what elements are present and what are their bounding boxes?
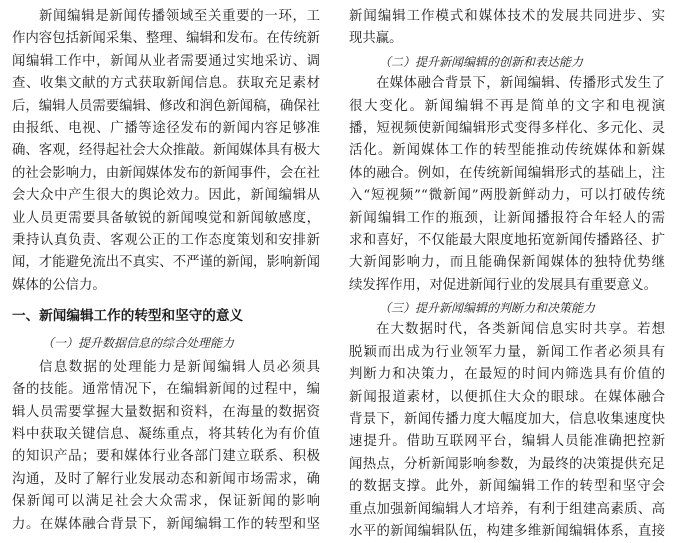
text-line: 查、收集文献的方式获取新闻信息。获取充足素材 <box>12 76 320 92</box>
text-line: 大新闻影响力，而且能确保新闻媒体的独特优势继 <box>349 255 665 271</box>
text-line: 力。在媒体融合背景下，新闻编辑工作的转型和坚 <box>12 516 320 532</box>
text-line: 新闻编辑工作的瓶颈，让新闻播报符合年轻人的需 <box>349 210 665 226</box>
text-line: 信息数据的处理能力是新闻编辑人员必须具 <box>39 359 320 375</box>
text-line: 闻热点，分析新闻影响参数，为最终的决策提供充足 <box>349 456 665 472</box>
text-line: 由报纸、电视、广播等途径发布的新闻内容足够准 <box>12 120 320 136</box>
left-column <box>12 6 320 536</box>
text-line: 辑人员需要掌握大量数据和资料，在海量的数据资 <box>12 404 320 420</box>
text-line: 重点加强新闻编辑人才培养，有利于组建高素质、高 <box>349 501 665 517</box>
right-column <box>349 6 665 543</box>
text-line: 入“短视频”“微新闻”两股新鲜动力，可以打破传统 <box>349 188 665 204</box>
subsection-heading: （二）提升新闻编辑的创新和表达能力 <box>379 54 584 69</box>
text-line: 的知识产品；要和媒体行业各部门建立联系、积极 <box>12 449 320 465</box>
text-line: 媒体的公信力。 <box>12 277 106 293</box>
text-line: 现共赢。 <box>349 31 403 47</box>
text-line: 活化。新闻媒体工作的转型能推动传统媒体和新媒 <box>349 143 665 159</box>
innovation-paragraph <box>349 73 665 297</box>
text-line: 续发挥作用，对促进新闻行业的发展具有重要意义。 <box>349 277 657 293</box>
subsection-heading: （一）提升数据信息的综合处理能力 <box>42 336 235 351</box>
text-line: 播，短视频使新闻编辑形式变得多样化、多元化、灵 <box>349 120 665 136</box>
text-line: 业人员更需要具备敏锐的新闻嗅觉和新闻敏感度， <box>12 210 320 226</box>
text-line: 求和喜好，不仅能最大限度地拓宽新闻传播路径、扩 <box>349 232 665 248</box>
text-line: 的社会影响力，由新闻媒体发布的新闻事件，会在社 <box>12 165 320 181</box>
text-line: 新闻编辑是新闻传播领域至关重要的一环，工 <box>39 9 320 24</box>
section-heading: 一、新闻编辑工作的转型和坚守的意义 <box>12 308 244 325</box>
text-line: 秉持认真负责、客观公正的工作态度策划和安排新 <box>12 232 320 248</box>
text-line: 很大变化。新闻编辑不再是简单的文字和电视演 <box>349 98 665 114</box>
text-line: 的数据支撑。此外，新闻编辑工作的转型和坚守会 <box>349 479 665 495</box>
text-line: 判断力和决策力，在最短的时间内筛选具有价值的 <box>349 367 665 383</box>
text-line: 新闻编辑工作模式和媒体技术的发展共同进步、实 <box>349 9 665 24</box>
text-line: 速提升。借助互联网平台，编辑人员能准确把控新 <box>349 434 665 450</box>
text-line: 确、客观，经得起社会大众推敲。新闻媒体具有极大 <box>12 143 320 159</box>
continued-paragraph <box>349 6 665 51</box>
text-line: 在媒体融合背景下，新闻编辑、传播形式发生了 <box>376 76 665 92</box>
text-line: 在大数据时代，各类新闻信息实时共享。若想 <box>376 322 665 338</box>
intro-paragraph <box>12 6 320 297</box>
judgment-paragraph <box>349 319 665 543</box>
text-line: 保新闻可以满足社会大众需求，保证新闻的影响 <box>12 494 320 510</box>
text-line: 沟通，及时了解行业发展动态和新闻市场需求，确 <box>12 471 320 487</box>
text-line: 闻编辑工作中，新闻从业者需要通过实地采访、调 <box>12 53 320 69</box>
text-line: 脱颖而出成为行业领军力量，新闻工作者必须具有 <box>349 344 665 360</box>
subsection-heading: （三）提升新闻编辑的判断力和决策能力 <box>379 301 596 316</box>
text-line: 后，编辑人员需要编辑、修改和润色新闻稿，确保社 <box>12 98 320 114</box>
text-line: 新闻报道素材，以便抓住大众的眼球。在媒体融合 <box>349 389 665 405</box>
text-line: 闻，才能避免流出不真实、不严谨的新闻，影响新闻 <box>12 255 320 271</box>
text-line: 备的技能。通常情况下，在编辑新闻的过程中，编 <box>12 382 320 398</box>
text-line: 背景下，新闻传播力度大幅度加大，信息收集速度快 <box>349 412 665 428</box>
data-processing-paragraph <box>12 357 320 536</box>
text-line: 水平的新闻编辑队伍，构建多维新闻编辑体系，直接 <box>349 523 665 539</box>
text-line: 料中获取关键信息、凝练重点，将其转化为有价值 <box>12 427 320 443</box>
text-line: 作内容包括新闻采集、整理、编辑和发布。在传统新 <box>12 31 320 47</box>
text-line: 会大众中产生很大的舆论效力。因此，新闻编辑从 <box>12 188 320 204</box>
text-line: 体的融合。例如，在传统新闻编辑形式的基础上，注 <box>349 165 665 181</box>
